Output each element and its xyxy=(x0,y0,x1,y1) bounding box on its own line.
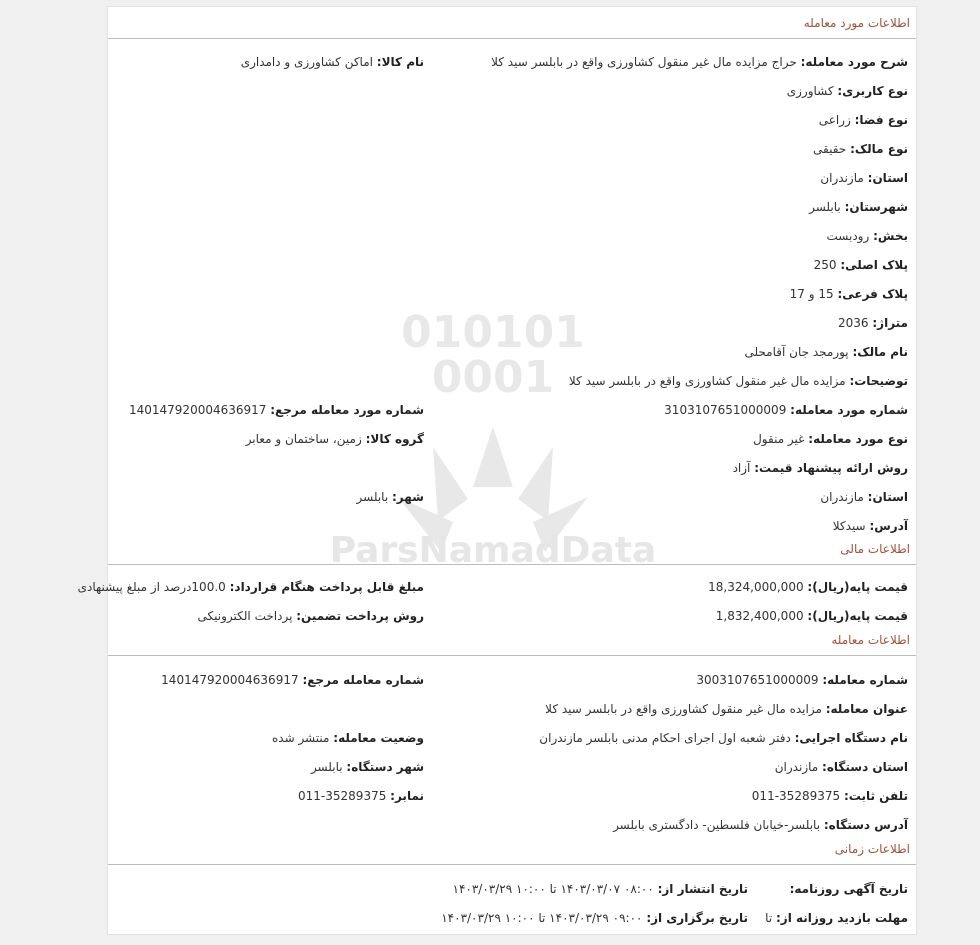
divider xyxy=(108,38,916,39)
row-owner-type: نوع مالک: حقیقی xyxy=(813,142,908,156)
row-area: متراژ: 2036 xyxy=(838,316,908,330)
row-location: استان: مازندران شهر: بابلسر xyxy=(356,490,908,504)
row-org-address: آدرس دستگاه: بابلسر-خیابان فلسطین- دادگستری بابلسر xyxy=(613,818,908,832)
auction-details-panel xyxy=(77,6,917,935)
row-item-type: نوع مورد معامله: غیر منقول گروه کالا: زمین، ساختمان و معابر xyxy=(245,432,908,446)
row-usage: نوع کاربری: کشاورزی xyxy=(786,84,908,98)
row-item-number: شماره مورد معامله: 3103107651000009 شماره مورد معامله مرجع: 140147920004636917 xyxy=(128,403,908,417)
row-deal-number: شماره معامله: 3003107651000009 شماره معامله مرجع: 140147920004636917 xyxy=(161,673,908,687)
row-visit-hold: مهلت بازدید روزانه از: تا تاریخ برگزاری از: ۰۹:۰۰ ۱۴۰۳/۰۳/۲۹ تا ۱۰:۰۰ ۱۴۰۳/۰۳/۲۹ xyxy=(441,911,908,925)
row-province: استان: مازندران xyxy=(820,171,908,185)
row-description: شرح مورد معامله: حراج مزایده مال غیر منقول کشاورزی واقع در بابلسر سید کلا نام کالا: اماکن کشاورزی و دامداری xyxy=(240,55,908,69)
row-county: شهرستان: بابلسر xyxy=(809,200,908,214)
row-guarantee: قیمت پایه(ریال): 1,832,400,000 روش پرداخت تضمین: پرداخت الکترونیکی xyxy=(197,609,908,623)
row-district: بخش: رودبست xyxy=(826,229,908,243)
row-sub-plate: پلاک فرعی: 15 و 17 xyxy=(789,287,908,301)
row-notes: توضیحات: مزایده مال غیر منقول کشاورزی واقع در بابلسر سید کلا xyxy=(568,374,908,388)
divider xyxy=(108,864,916,865)
section-header-timing: اطلاعات زمانی xyxy=(834,842,910,856)
row-deal-title: عنوان معامله: مزایده مال غیر منقول کشاورزی واقع در بابلسر سید کلا xyxy=(545,702,908,716)
svg-text:0001: 0001 xyxy=(431,352,555,403)
svg-text:010101: 010101 xyxy=(401,307,585,358)
row-contact: تلفن ثابت: 35289375-011 نمابر: 35289375-011 xyxy=(298,789,908,803)
row-org: نام دستگاه اجرایی: دفتر شعبه اول اجرای احکام مدنی بابلسر مازندران وضعیت معامله: منتشر شده xyxy=(271,731,908,745)
row-org-location: استان دستگاه: مازندران شهر دستگاه: بابلسر xyxy=(310,760,908,774)
section-header-finance: اطلاعات مالی xyxy=(840,542,910,556)
row-space-type: نوع فضا: زراعی xyxy=(818,113,908,127)
row-price-method: روش ارائه پیشنهاد قیمت: آزاد xyxy=(732,461,908,475)
divider xyxy=(108,564,916,565)
row-base-price: قیمت پایه(ریال): 18,324,000,000 مبلغ قابل پرداخت هنگام قرارداد: 100.0درصد از مبلغ پیشنهادی xyxy=(77,580,908,594)
divider xyxy=(108,655,916,656)
svg-text:ParsNamadData: ParsNamadData xyxy=(329,530,657,571)
row-newspaper-publish: تاریخ آگهی روزنامه: تاریخ انتشار از: ۰۸:۰۰ ۱۴۰۳/۰۳/۰۷ تا ۱۰:۰۰ ۱۴۰۳/۰۳/۲۹ xyxy=(452,882,908,896)
row-address: آدرس: سیدکلا xyxy=(832,519,908,533)
row-owner-name: نام مالک: پورمجد جان آقامحلی xyxy=(744,345,908,359)
row-main-plate: پلاک اصلی: 250 xyxy=(813,258,908,272)
section-header-item-info: اطلاعات مورد معامله xyxy=(803,16,910,30)
section-header-deal: اطلاعات معامله xyxy=(831,633,910,647)
